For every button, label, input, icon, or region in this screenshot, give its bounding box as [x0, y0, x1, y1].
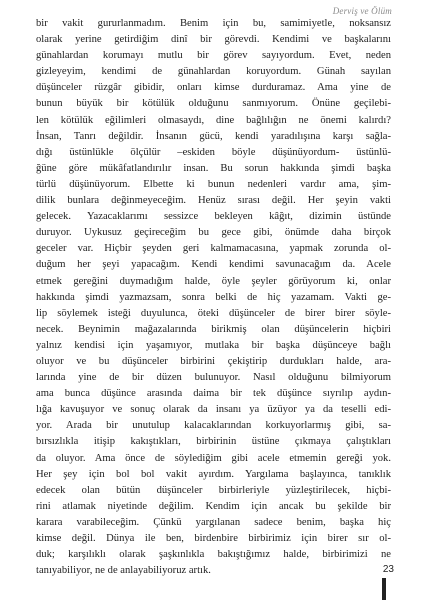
- page-number: 23: [382, 564, 394, 575]
- text-line: oluyor ve bu düşünceler birbirini çekiştirip durdukları halde, ara-: [36, 355, 391, 367]
- text-line: yor. Arada bir unutulup kalacaklarından korkuyorlarmış gibi, sa-: [36, 420, 391, 432]
- text-line: len kötülük eğilimleri olmasaydı, dine bağlılığın ne önemi kalırdı?: [36, 114, 391, 126]
- text-line: etmek gereğini duymadığım halde, öyle şeyler görüyorum ki, onlar: [36, 275, 391, 287]
- text-line: duk; karşılıklı olarak şaşkınlıkla bakıştığımız halde, birbirimizi ne: [36, 549, 391, 561]
- text-line: duğum her şeyi yapacağım. Kendi kendimi savunacağım da. Acele: [36, 259, 391, 271]
- text-line: lığa kavuşuyor ve sonuç olarak da insanı ya üzüyor ya da teselli edi-: [36, 404, 391, 416]
- text-line: Her şey için bol bol vakit ayırdım. Yargılama başlayınca, tanıklık: [36, 468, 391, 480]
- text-line: kimse değil. Dünya ile ben, birdenbire birbirimiz için birer sır ol-: [36, 533, 391, 544]
- page-edge-marker: [382, 578, 386, 600]
- running-header: Derviş ve Ölüm: [332, 6, 392, 16]
- text-line: olarak yerine getirdiğim dinî bir görevdi. Kendimi ve başkalarını: [36, 34, 391, 46]
- text-line: gizleyeyim, kendimi de günahlardan koruyordum. Günah sayılan: [36, 66, 391, 78]
- text-line: karara varabileceğim. Çünkü yargılanan sadece benim, başka hiç: [36, 516, 391, 528]
- text-line: türlü düşünüyorum. Elbette ki bunun nedenleri vardır ama, şim-: [36, 178, 391, 190]
- text-line: günahlardan korumayı mutlu bir görev sayıyordum. Evet, neden: [36, 50, 391, 62]
- text-line: yalnız kendisi için yaşamıyor, mutlaka bir başka düşünceye bağlı: [36, 339, 391, 351]
- text-line: bunun büyük bir kötülük olduğunu sanmıyorum. Önüne geçilebi-: [36, 98, 391, 110]
- text-line: da oluyor. Ama önce de söylediğim gibi acele etmemin gereği yok.: [36, 452, 391, 464]
- text-line: necek. Beynimin mağazalarında birikmiş olan düşüncelerin hiçbiri: [36, 323, 391, 335]
- text-line: ğüne göre mükâfatlandırılır insan. Bu sorun hakkında şimdi başka: [36, 162, 391, 174]
- text-line: bırsızlıkla itişip kakıştıkları, birbirinin üstüne çıkmaya çalıştıkları: [36, 436, 391, 448]
- text-line: dığı üstünlükle ölçülür –eskiden böyle düşünüyordum- üstünlü-: [36, 146, 391, 158]
- text-line: dilik bunlara değinmeyeceğim. Henüz sırası değil. Her şeyin vakti: [36, 195, 391, 207]
- text-line: hakkında şimdi yazmazsam, sonra belki de hiç yazamam. Vakti ge-: [36, 291, 391, 303]
- text-line: İnsan, Tanrı değildir. İnsanın gücü, kendi yaradılışına karşı sağla-: [36, 130, 391, 142]
- text-line: larında yine de bir düzen bulunuyor. Nasıl olduğunu bilmiyorum: [36, 372, 391, 384]
- text-line: edecek olan bütün düşünceler birbirleriyle yüzleştirilecek, hiçbi-: [36, 484, 391, 496]
- text-line: duruyor. Uykusuz geçireceğim bu gece gibi, önümde daha birçok: [36, 227, 391, 239]
- text-line: ama bunca düşünce arasında daima bir tek düşünce sıyrılıp aydın-: [36, 388, 391, 400]
- text-line: bir vakit gururlanmadım. Benim için bu, samimiyetle, noksansız: [36, 18, 391, 29]
- text-line: geceler var. Hiçbir şeyden geri kalmamacasına, yapmak zorunda ol-: [36, 243, 391, 255]
- text-line: gelecek. Yazacaklarımı sessizce bekleyen kâğıt, dizimin üstünde: [36, 211, 391, 223]
- text-line: düşünceler rüzgâr gibidir, onları kimse durduramaz. Ama yine de: [36, 82, 391, 94]
- body-text: [36, 16, 391, 579]
- text-line: rini atlamak niyetinde değilim. Kendim için ancak bu şekilde bir: [36, 500, 391, 512]
- text-line: lip söylemek isteği duyulunca, öteki düşünceler de birer birer söyle-: [36, 307, 391, 319]
- text-line: tanıyabiliyor, ne de anlayabiliyoruz artık.: [36, 565, 211, 577]
